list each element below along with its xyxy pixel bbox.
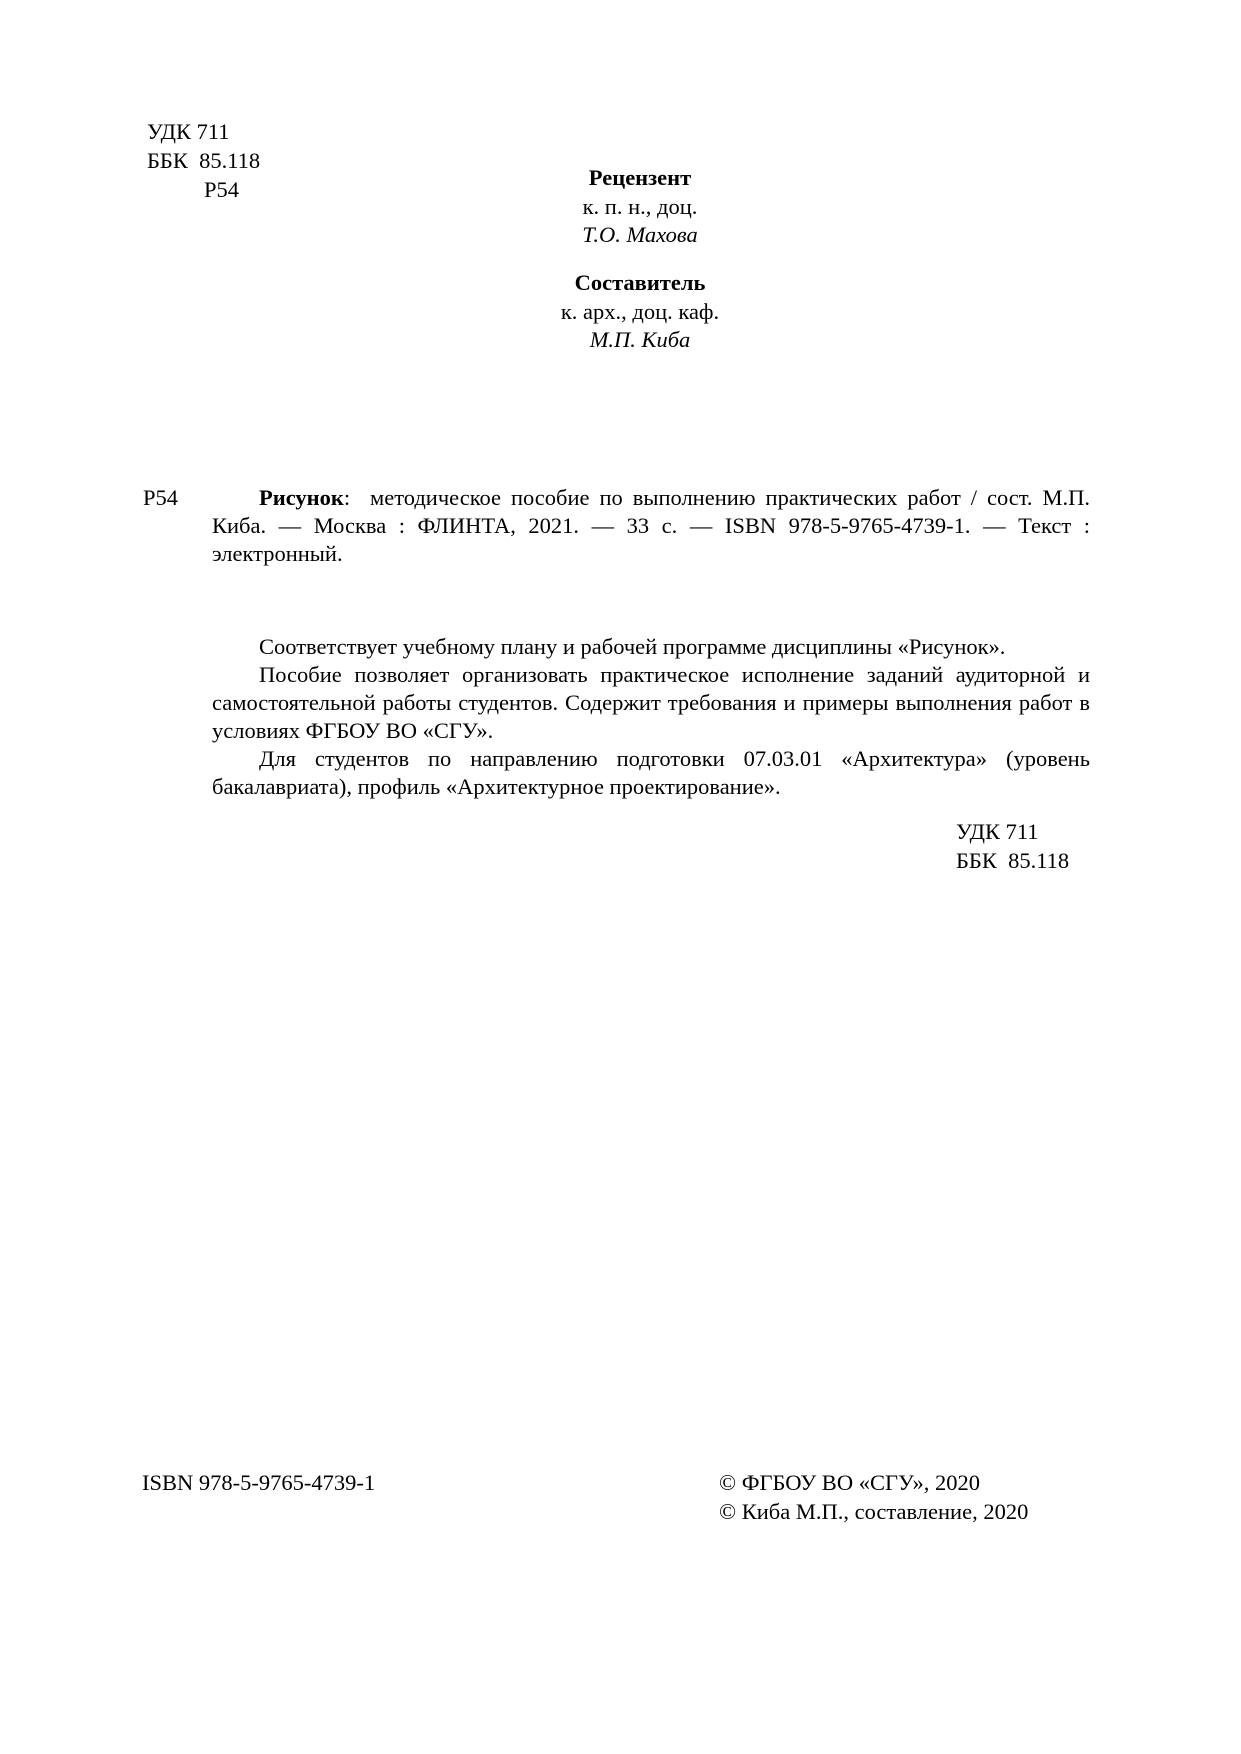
bbk-code-bottom: ББК 85.118	[956, 848, 1070, 873]
udc-code-bottom: УДК 711	[956, 819, 1039, 844]
udc-code-top: УДК 711	[147, 119, 230, 144]
bbk-code-top: ББК 85.118	[147, 148, 261, 173]
reviewer-rank: к. п. н., доц.	[582, 194, 698, 219]
annotation-paragraph-3: Для студентов по направлению подготовки 07.03.01 «Архитектура» (уровень бакалавриата), профиль «Архитектурное проектирование».	[212, 746, 1090, 799]
annotation-paragraph-1: Соответствует учебному плану и рабочей программе дисциплины «Рисунок».	[259, 634, 1006, 659]
compiler-name: М.П. Киба	[589, 327, 691, 352]
copyright-publisher: © ФГБОУ ВО «СГУ», 2020	[719, 1470, 980, 1495]
bibliographic-code: Р54	[143, 485, 179, 510]
bibliographic-description	[212, 484, 1096, 568]
copyright-compiler: © Киба М.П., составление, 2020	[719, 1499, 1029, 1524]
author-code-top: Р54	[204, 177, 240, 202]
bibliographic-title: Рисунок	[259, 485, 344, 510]
reviewer-name: Т.О. Махова	[582, 222, 698, 247]
compiler-heading: Составитель	[574, 270, 706, 295]
isbn-footer: ISBN 978-5-9765-4739-1	[142, 1470, 376, 1495]
bibliographic-details: : методическое пособие по выполнению практических работ / сост. М.П. Киба. — Москва : ФЛИНТА, 2021. — 33 с. — ISBN 978-5-9765-4739-1. — Текст : электронный.	[212, 485, 1096, 566]
compiler-rank: к. арх., доц. каф.	[560, 299, 720, 324]
annotation-paragraph-2: Пособие позволяет организовать практическое исполнение заданий аудиторной и самостоятельной работы студентов. Содержит требования и примеры выполнения работ в условиях ФГБОУ ВО «СГУ».	[212, 662, 1090, 743]
reviewer-heading: Рецензент	[588, 165, 692, 190]
annotation	[212, 633, 1090, 801]
